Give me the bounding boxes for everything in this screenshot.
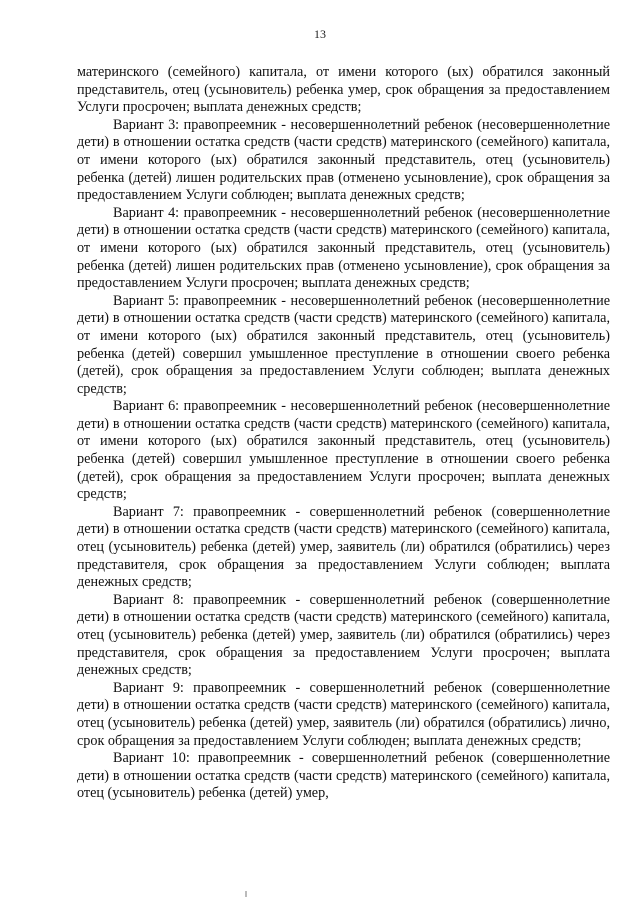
paragraph-variant-9: Вариант 9: правопреемник - совершеннолетний ребенок (совершеннолетние дети) в отношении остатка средств (части средств) материнского (семейного) капитала, отец (усыновитель) ребенка (детей) умер, заявитель (ли) обратился (обратились) лично, срок обращения за предоставлением Услуги соблюден; выплата денежных средств;: [77, 679, 610, 749]
paragraph-variant-3: Вариант 3: правопреемник - несовершеннолетний ребенок (несовершеннолетние дети) в отношении остатка средств (части средств) материнского (семейного) капитала, от имени которого (ых) обратился законный представитель, отец (усыновитель) ребенка (детей) лишен родительских прав (отменено усыновление), срок обращения за предоставлением Услуги соблюден; выплата денежных средств;: [77, 116, 610, 204]
paragraph-variant-4: Вариант 4: правопреемник - несовершеннолетний ребенок (несовершеннолетние дети) в отношении остатка средств (части средств) материнского (семейного) капитала, от имени которого (ых) обратился законный представитель, отец (усыновитель) ребенка (детей) лишен родительских прав (отменено усыновление), срок обращения за предоставлением Услуги просрочен; выплата денежных средств;: [77, 204, 610, 292]
paragraph-variant-6: Вариант 6: правопреемник - несовершеннолетний ребенок (несовершеннолетние дети) в отношении остатка средств (части средств) материнского (семейного) капитала, от имени которого (ых) обратился законный представитель, отец (усыновитель) ребенка (детей) совершил умышленное преступление в отношении своего ребенка (детей), срок обращения за предоставлением Услуги просрочен; выплата денежных средств;: [77, 398, 610, 503]
document-body: [77, 64, 610, 803]
paragraph-variant-7: Вариант 7: правопреемник - совершеннолетний ребенок (совершеннолетние дети) в отношении остатка средств (части средств) материнского (семейного) капитала, отец (усыновитель) ребенка (детей) умер, заявитель (ли) обратился (обратились) через представителя, срок обращения за предоставлением Услуги соблюден; выплата денежных средств;: [77, 503, 610, 591]
scan-artifact-mark: [245, 891, 247, 897]
paragraph-variant-5: Вариант 5: правопреемник - несовершеннолетний ребенок (несовершеннолетние дети) в отношении остатка средств (части средств) материнского (семейного) капитала, от имени которого (ых) обратился законный представитель, отец (усыновитель) ребенка (детей) совершил умышленное преступление в отношении своего ребенка (детей), срок обращения за предоставлением Услуги соблюден; выплата денежных средств;: [77, 292, 610, 397]
paragraph-variant-8: Вариант 8: правопреемник - совершеннолетний ребенок (совершеннолетние дети) в отношении остатка средств (части средств) материнского (семейного) капитала, отец (усыновитель) ребенка (детей) умер, заявитель (ли) обратился (обратились) через представителя, срок обращения за предоставлением Услуги просрочен; выплата денежных средств;: [77, 591, 610, 679]
paragraph-variant-10: Вариант 10: правопреемник - совершеннолетний ребенок (совершеннолетние дети) в отношении остатка средств (части средств) материнского (семейного) капитала, отец (усыновитель) ребенка (детей) умер,: [77, 750, 610, 802]
paragraph-continuation: материнского (семейного) капитала, от имени которого (ых) обратился законный представитель, отец (усыновитель) ребенка умер, срок обращения за предоставлением Услуги просрочен; выплата денежных средств;: [77, 64, 610, 116]
page-number: 13: [314, 27, 326, 41]
